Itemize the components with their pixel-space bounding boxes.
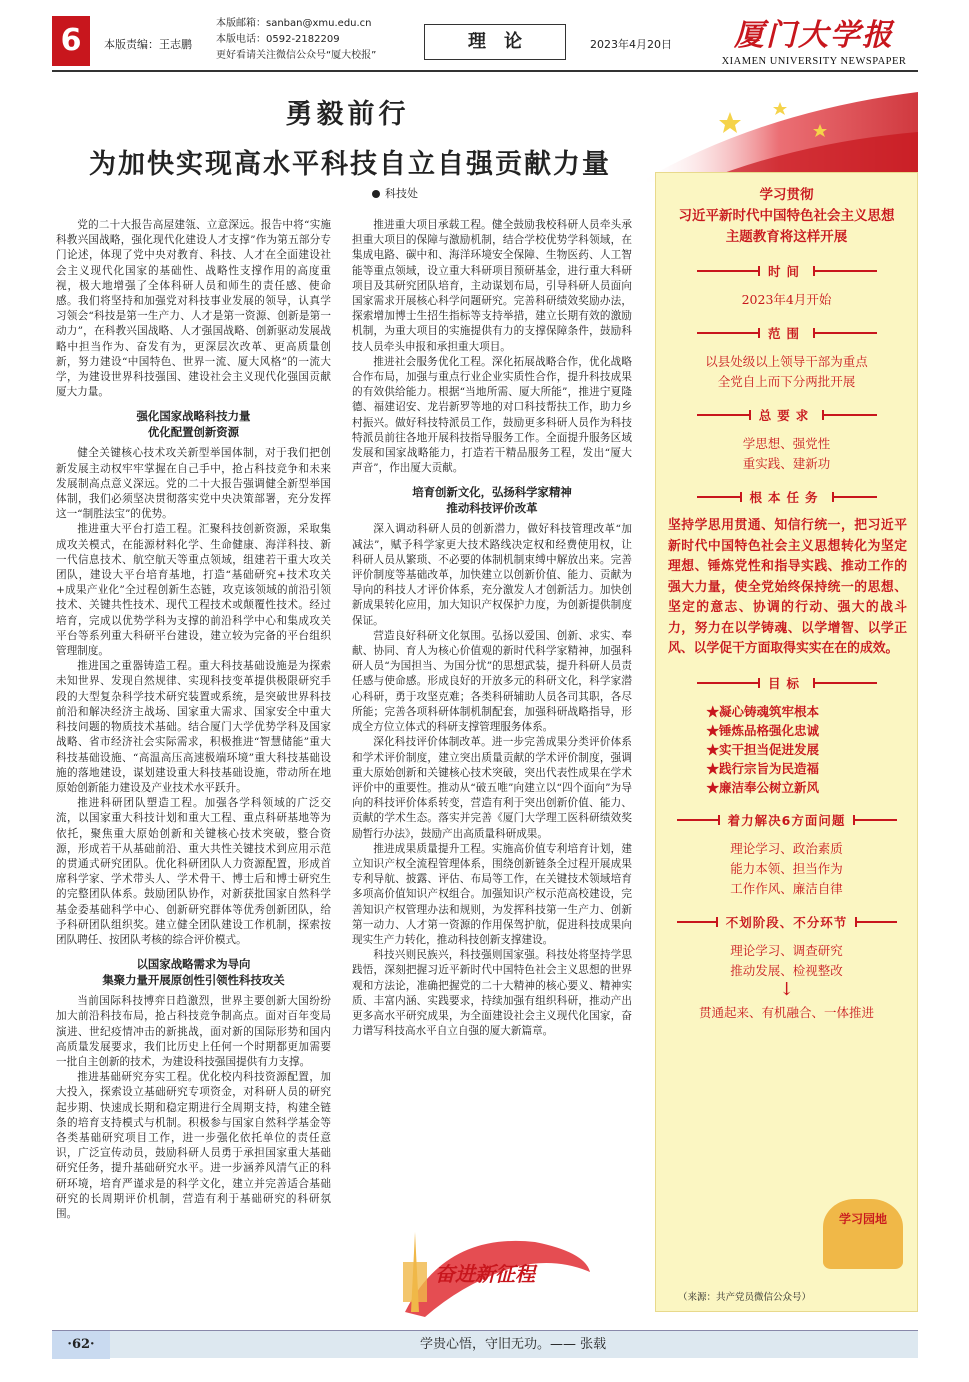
article-title-main: 勇毅前行 xyxy=(285,99,410,130)
paragraph: 推进重大平台打造工程。汇聚科技创新资源，采取集成攻关模式，在能源材料化学、生命健康、海洋科技、新一代信息技术、航空航天等重点领域，组建若干重大攻关团队，建设大平台培育基地，打造“基础研究+技术攻关+成果产业化”全过程创新生态链，攻克该领域的前沿引领技术、关键共性技术、现代工程技术或颠覆性技术。经过培育，完成以优势学科为支撑的前沿科学中心和集成攻关平台等系列重大科研平台建设，建立较为完备的平台组织管理制度。 xyxy=(56,523,331,658)
stages-text: 理论学习、调查研究 推动发展、检视整改 xyxy=(730,942,843,978)
arrow-down-icon: ↓ xyxy=(778,978,795,1000)
paragraph: 深化科技评价体制改革。进一步完善成果分类评价体系和学术评价制度，建立突出质量贡献的学术评价制度，强调重大原始创新和关键核心技术突破，突出代表性成果在学术评价中的重要性。推动从“破五唯”向建立以“四个面向”为导向的科技评价体系转变，营造有利于突出创新价值、能力、贡献的学术生态。落实并完善《厦门大学理工医科研绩效奖励暂行办法》，鼓励产出高质量科研成果。 xyxy=(352,736,632,840)
paragraph: 营造良好科研文化氛围。弘扬以爱国、创新、求实、奉献、协同、育人为核心价值观的新时代科学家精神，加强科研人员“为国担当、为国分忧”的思想武装，提升科研人员责任感与使命感。形成良好的开放多元的科研文化，科学家潜心科研，勇于攻坚克难；各类科研辅助人员各司其职，各尽所能；完善各项科研体制机制配套，加强科研战略指导，形成全方位立体式的科研支撑管理服务体系。 xyxy=(352,629,632,734)
section-subhead: 培育创新文化，弘扬科学家精神 推动科技评价改革 xyxy=(412,485,572,516)
goal-item: ★凝心铸魂筑牢根本 xyxy=(706,703,820,719)
paragraph: 健全关键核心技术攻关新型举国体制，对于我们把创新发展主动权牢牢掌握在自己手中，抢占科技竞争和未来发展制高点意义深远。党的二十大报告强调健全新型举国体制，我们必须坚决贯彻落实党中央决策部署，充分发挥这一“制胜法宝”的优势。 xyxy=(56,447,331,521)
paragraph: 推进成果质量提升工程。实施高价值专利培育计划，建立知识产权全流程管理体系，围绕创新链条全过程开展成果专利导航、披露、评估、布局等工作，在关键技术领域培育多项高价值知识产权组合。加强知识产权示范高校建设，完善知识产权管理办法和规则，为发挥科技第一生产力、创新第一动力、人才第一资源的作用保驾护航，促进科技成果向现实生产力转化，推动科技创新支撑建设。 xyxy=(352,842,632,946)
section-label: 理论 xyxy=(424,24,566,60)
email-line: 本版邮箱：sanban@xmu.edu.cn xyxy=(216,18,372,29)
scope-text: 以县处级以上领导干部为重点 全党自上而下分两批开展 xyxy=(705,354,868,389)
label-requirements: 总要求 xyxy=(697,406,877,424)
byline-author: 科技处 xyxy=(385,187,418,200)
paragraph: 推进社会服务优化工程。深化拓展战略合作，优化战略合作布局，加强与重点行业企业实质性合作，提升科技成果的有效供给能力。根据“当地所需、厦大所能”，推进宁夏隆德、福建诏安、龙岩新罗等地的对口科技帮扶工作，助力乡村振兴。做好科技特派员工作，鼓励更多科研人员作为科技特派员前往各地开展科技指导服务工作。全面提升服务区域发展和国家战略能力，打造若干精品服务工程，发出“厦大声音”，作出厦大贡献。 xyxy=(352,355,632,475)
footer-quote: 学贵心悟，守旧无功。—— 张载 xyxy=(420,1337,607,1352)
article-column-2 xyxy=(352,218,632,1188)
label-stages: 不划阶段、不分环节 xyxy=(677,913,897,931)
paragraph: 当前国际科技博弈日趋激烈，世界主要创新大国纷纷加大前沿科技布局，抢占科技竞争制高点。面对百年变局演进、世纪疫情冲击的新挑战，面对新的国际形势和国内高质量发展要求，我们比历史上任何一个时期都更加需要一批自主创新的技术，为建设科技强国提供有力支撑。 xyxy=(56,995,331,1068)
time-text: 2023年4月开始 xyxy=(741,292,832,307)
label-six-problems: 着力解决6方面问题 xyxy=(677,811,897,829)
editor-credit: 本版责编：王志鹏 xyxy=(104,38,192,51)
paragraph: 推进基础研究夯实工程。优化校内科技资源配置，加大投入，探索设立基础研究专项资金，对科研人员的研究起步期、快速成长期和稳定期进行全周期支持，构建全链条的培育支持模式与机制。积极参与国家自然科学基金等各类基础研究项目工作，进一步强化依托单位的责任意识，广泛宣传动员，鼓励科研人员勇于承担国家重大基础研究任务，提升基础研究水平。进一步涵养风清气正的科研环境，培育严谨求是的科学文化，建立并完善适合基础研究的长周期评价机制，营造有利于基础研究的科研氛围。 xyxy=(56,1071,331,1220)
masthead-english: XIAMEN UNIVERSITY NEWSPAPER xyxy=(721,56,907,67)
label-goal: 目标 xyxy=(697,674,877,692)
paragraph: 推进重大项目承载工程。健全鼓励我校科研人员牵头承担重大项目的保障与激励机制，结合学校优势学科领域，在集成电路、碳中和、海洋环境安全保障、生物医药、人工智能等重点领域，设立重大科研项目预研基金，进行重大科研项目及其研究团队培育，主动谋划布局，引导科研人员面向国家需求开展核心科学问题研究。完善科研绩效奖励办法，探索增加博士生招生指标等支持举措，建立长期有效的激励机制，为重大项目的实施提供有力的支撑保障条件，鼓励科技人员牵头申报和承担重大项目。 xyxy=(352,219,632,353)
sidebar-heading-line: 习近平新时代中国特色社会主义思想 xyxy=(678,208,895,224)
article-column-1 xyxy=(56,218,331,1328)
goal-item: ★践行宗旨为民造福 xyxy=(706,760,820,776)
source-credit: （来源：共产党员微信公众号） xyxy=(678,1292,812,1303)
wechat-line: 更好看请关注微信公众号“厦大校报” xyxy=(216,50,377,61)
sidebar-heading xyxy=(656,185,917,248)
masthead xyxy=(714,10,914,67)
page-number: 6 xyxy=(52,16,90,66)
goal-item: ★锤炼品格强化忠诚 xyxy=(706,722,820,738)
requirements-text: 学思想、强党性 重实践、建新功 xyxy=(742,436,831,471)
study-sidebar xyxy=(655,172,918,1312)
goal-item: ★实干担当促进发展 xyxy=(706,741,820,757)
label-scope: 范围 xyxy=(697,324,877,342)
bullet-icon xyxy=(372,190,380,198)
byline xyxy=(372,185,418,201)
issue-date: 2023年4月20日 xyxy=(590,38,672,51)
label-time: 时间 xyxy=(697,262,877,280)
paragraph: 推进国之重器铸造工程。重大科技基础设施是为探索未知世界、发现自然规律、实现科技变革提供极限研究手段的大型复杂科学技术研究装置或系统，是突破世界科技前沿和解决经济主战场、国家重大需求、国家安全中重大科技问题的物质技术基础。结合厦门大学优势学科及国家战略、省市经济社会实际需求，积极推进“智慧储能”重大科技基础设施、“高温高压高速极端环境”重大科技基础设施的落地建设，谋划建设重大科技基础设施，带动所在地原始创新能力建设及产业技术水平跃升。 xyxy=(56,660,331,794)
label-task: 根本任务 xyxy=(697,488,877,506)
sidebar-heading-line: 学习贯彻 xyxy=(759,187,814,203)
paragraph: 推进科研团队塑造工程。加强各学科领域的广泛交流，以国家重大科技计划和重大工程、重点科研基地等为依托，聚焦重大原始创新和关键核心技术突破，整合资源，形成若干从基础前沿、重大共性关键技术到应用示范的贯通式研究团队。优化科研团队人力资源配置，形成首席科学家、学术带头人、学术骨干、博士后和博士研究生的完整团队体系。鼓励团队协作，对新获批国家自然科学基金委基础科学中心、创新研究群体等优秀创新团队，给予科研团队组织奖。建立健全团队建设工作机制，探索按团队聘任、按团队考核的综合评价模式。 xyxy=(56,797,331,946)
goal-item: ★廉洁奉公树立新风 xyxy=(706,779,820,795)
task-text: 坚持学思用贯通、知信行统一，把习近平新时代中国特色社会主义思想转化为坚定理想、锤炼党性和指导实践、推动工作的强大力量，使全党始终保持统一的思想、坚定的意志、协调的行动、强大的战斗力，努力在以学铸魂、以学增智、以学正风、以学促干方面取得实实在在的成效。 xyxy=(668,518,907,656)
paragraph: 深入调动科研人员的创新潜力，做好科技管理改革“加减法”，赋予科学家更大技术路线决定权和经费使用权，让科研人员从繁琐、不必要的体制机制束缚中解放出来。完善评价制度等基础改革，加快建立以创新价值、能力、贡献为导向的科技人才评价体系，充分激发人才创新活力。加快创新成果转化应用，加大知识产权保护力度，为创新提供制度保证。 xyxy=(352,523,632,627)
paragraph: 科技兴则民族兴，科技强则国家强。科技处将坚持学思践悟，深刻把握习近平新时代中国特色社会主义思想的世界观和方法论，准确把握党的二十大精神的核心要义、精神实质、丰富内涵、实践要求，持续加强有组织科研，推动产出更多高水平研究成果，为全面建设社会主义现代化国家，奋力谱写科技高水平自立自强的厦大新篇章。 xyxy=(352,949,632,1038)
study-garden-stamp: 学习园地 xyxy=(823,1199,903,1269)
section-subhead: 强化国家战略科技力量 优化配置创新资源 xyxy=(136,409,251,440)
footer-bar xyxy=(52,1330,918,1358)
six-problems-text: 理论学习、政治素质 能力本领、担当作为 工作作风、廉洁自律 xyxy=(730,840,843,896)
masthead-logo: 厦门大学报 xyxy=(734,18,894,53)
sidebar-heading-line: 主题教育将这样开展 xyxy=(725,229,848,245)
goals-list xyxy=(707,702,867,797)
stages-final: 贯通起来、有机融合、一体推进 xyxy=(698,1004,874,1020)
article-title-sub: 为加快实现高水平科技自立自强贡献力量 xyxy=(89,149,611,180)
footer-page-number: ·62· xyxy=(52,1331,110,1359)
paragraph: 党的二十大报告高屋建瓴、立意深远。报告中将“实施科教兴国战略，强化现代化建设人才支撑”作为第五部分专门论述，体现了党中央对教育、科技、人才在全面建设社会主义现代化国家的基础性、战略性支撑作用的高度重视，极大地增强了全体科研人员和师生的责任感、使命感。我们将坚持和加强党对科技事业发展的领导，认真学习领会“科技是第一生产力、人才是第一资源、创新是第一动力”，在科教兴国战略、人才强国战略、创新驱动发展战略中担当作为、奋发有为，更深层次改革、更高质量创新，努力建设“中国特色、世界一流、厦大风格”的一流大学，为建设世界科技强国、建设社会主义现代化强国贡献厦大力量。 xyxy=(56,219,331,399)
phone-line: 本版电话：0592-2182209 xyxy=(216,34,340,45)
contact-info xyxy=(216,16,376,64)
slogan-text: 奋进新征程 xyxy=(435,1262,535,1286)
section-subhead: 以国家战略需求为导向 集聚力量开展原创性引领性科技攻关 xyxy=(102,957,285,988)
